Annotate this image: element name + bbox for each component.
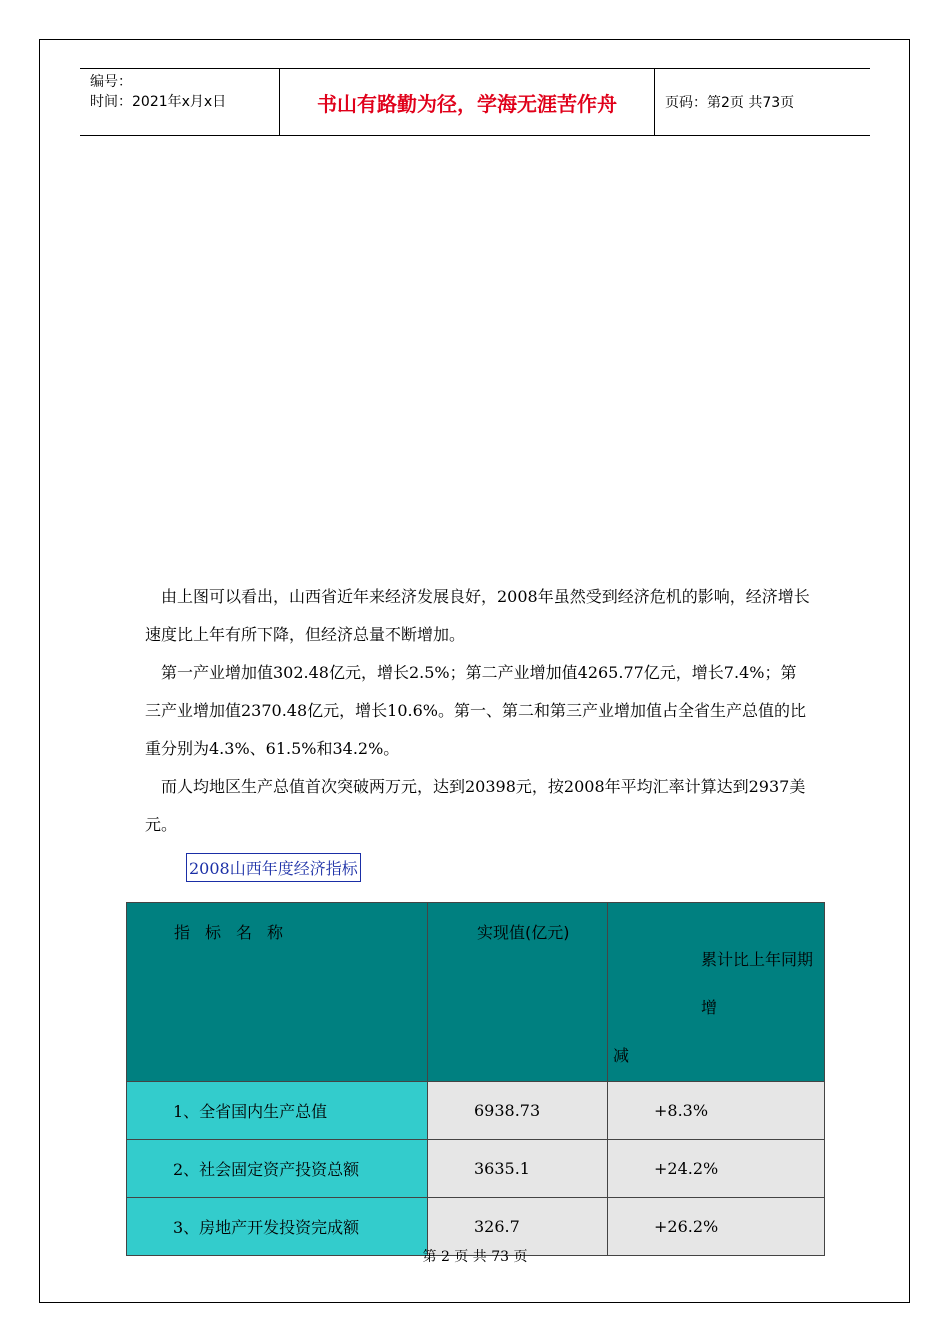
row-name: 3、房地产开发投资完成额 xyxy=(127,1198,428,1256)
row-change: +8.3% xyxy=(608,1082,825,1140)
row-name: 2、社会固定资产投资总额 xyxy=(127,1140,428,1198)
row-value: 326.7 xyxy=(428,1198,608,1256)
paragraph: 由上图可以看出，山西省近年来经济发展良好，2008年虽然受到经济危机的影响，经济增长速度比上年有所下降，但经济总量不断增加。 xyxy=(145,587,810,644)
header-cell-value: 实现值(亿元) xyxy=(428,903,608,1082)
table-caption-link[interactable]: 2008山西年度经济指标 xyxy=(186,853,361,882)
row-name: 1、全省国内生产总值 xyxy=(127,1082,428,1140)
table-header-row xyxy=(127,903,825,1082)
table-row xyxy=(127,1082,825,1140)
header-motto: 书山有路勤为径，学海无涯苦作舟 xyxy=(280,69,655,135)
header-meta xyxy=(80,69,280,135)
page-footer: 第 2 页 共 73 页 xyxy=(422,1249,528,1265)
paragraph: 而人均地区生产总值首次突破两万元，达到20398元，按2008年平均汇率计算达到2937美元。 xyxy=(145,777,806,834)
body-text xyxy=(145,578,810,844)
header-page-info: 页码：第2页 共73页 xyxy=(665,95,795,111)
row-value: 6938.73 xyxy=(428,1082,608,1140)
row-change: +26.2% xyxy=(608,1198,825,1256)
row-value: 3635.1 xyxy=(428,1140,608,1198)
header-cell-change: 累计比上年同期增 减 xyxy=(608,903,825,1082)
paragraph: 第一产业增加值302.48亿元，增长2.5%；第二产业增加值4265.77亿元，增长7.4%；第三产业增加值2370.48亿元，增长10.6%。第一、第二和第三产业增加值占全省生产总值的比重分别为4.3%、61.5%和34.2%。 xyxy=(145,663,806,758)
serial-label: 编号： xyxy=(90,74,132,90)
indicator-table xyxy=(126,902,825,1256)
row-change: +24.2% xyxy=(608,1140,825,1198)
page-header xyxy=(80,68,870,136)
table-row xyxy=(127,1140,825,1198)
header-cell-name: 指标名称 xyxy=(127,903,428,1082)
date-label: 时间：2021年x月x日 xyxy=(90,94,227,110)
